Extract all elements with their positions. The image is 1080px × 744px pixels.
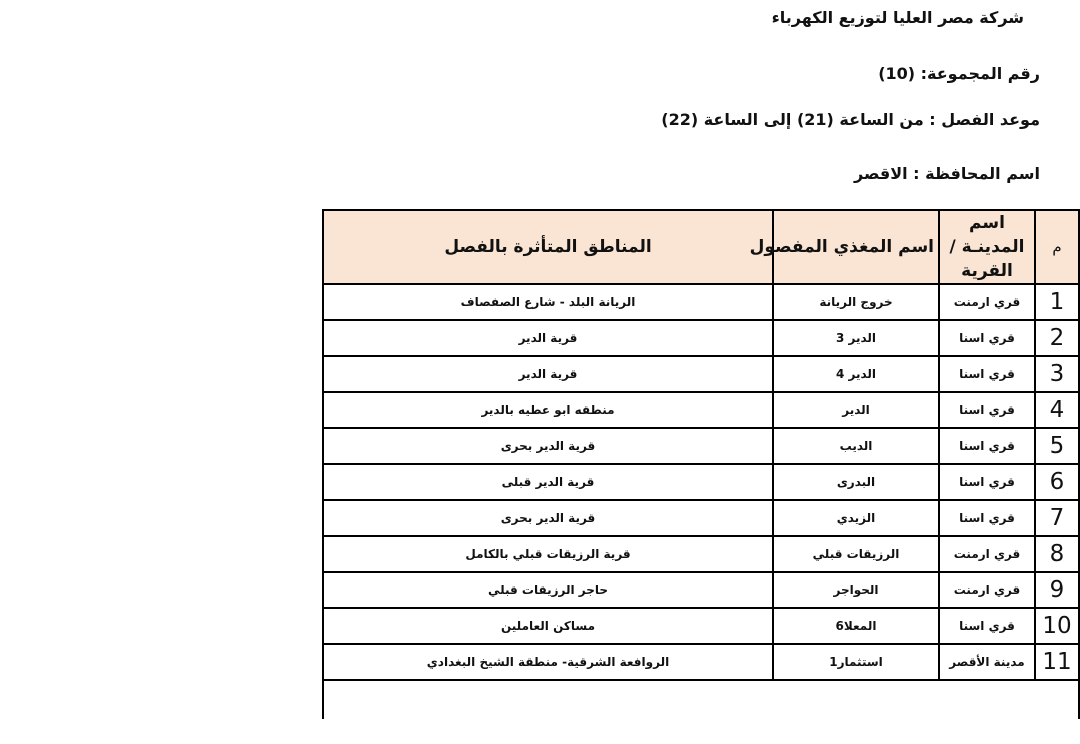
table-row <box>323 644 1079 680</box>
row-feeder: الرزيقات قبلي <box>773 536 939 572</box>
table-row <box>323 284 1079 320</box>
row-number: 5 <box>1035 428 1079 464</box>
row-number: 2 <box>1035 320 1079 356</box>
row-number: 7 <box>1035 500 1079 536</box>
row-number: 11 <box>1035 644 1079 680</box>
row-feeder: البدرى <box>773 464 939 500</box>
row-city: قري ارمنت <box>939 536 1035 572</box>
table-row <box>323 428 1079 464</box>
row-number: 9 <box>1035 572 1079 608</box>
table-row <box>323 356 1079 392</box>
table-row <box>323 572 1079 608</box>
row-feeder: المعلا6 <box>773 608 939 644</box>
row-feeder: خروج الريانة <box>773 284 939 320</box>
company-name: شركة مصر العليا لتوزيع الكهرباء <box>771 8 1024 27</box>
row-city: قري اسنا <box>939 320 1035 356</box>
row-city: قري اسنا <box>939 608 1035 644</box>
table-row <box>323 500 1079 536</box>
row-city: قري اسنا <box>939 500 1035 536</box>
row-areas: قرية الدير قبلى <box>323 464 773 500</box>
table-row-empty <box>323 680 1079 719</box>
row-city: قري اسنا <box>939 356 1035 392</box>
column-header-areas: المناطق المتأثرة بالفصل <box>323 210 773 284</box>
row-areas: حاجر الرزيقات قبلي <box>323 572 773 608</box>
row-number: 4 <box>1035 392 1079 428</box>
cut-time: موعد الفصل : من الساعة (21) إلى الساعة (22) <box>661 110 1040 129</box>
row-number: 1 <box>1035 284 1079 320</box>
row-areas: الريانة البلد - شارع الصفصاف <box>323 284 773 320</box>
column-header-city: اسم المدينـة / القرية <box>939 210 1035 284</box>
row-city: قري اسنا <box>939 392 1035 428</box>
row-feeder: الحواجر <box>773 572 939 608</box>
row-feeder: الدير 3 <box>773 320 939 356</box>
row-number: 6 <box>1035 464 1079 500</box>
outage-schedule-table <box>322 209 1080 719</box>
row-number: 3 <box>1035 356 1079 392</box>
row-city: قري ارمنت <box>939 284 1035 320</box>
row-feeder: الدير <box>773 392 939 428</box>
row-areas: قرية الرزيقات قبلي بالكامل <box>323 536 773 572</box>
empty-cell <box>323 680 1079 719</box>
table-row <box>323 464 1079 500</box>
column-header-feeder: اسم المغذي المفصول <box>773 210 939 284</box>
row-city: قري اسنا <box>939 428 1035 464</box>
row-areas: قرية الدير <box>323 320 773 356</box>
table-row <box>323 392 1079 428</box>
row-number: 8 <box>1035 536 1079 572</box>
governorate: اسم المحافظة : الاقصر <box>854 164 1040 183</box>
row-city: قري اسنا <box>939 464 1035 500</box>
column-header-index: م <box>1035 210 1079 284</box>
table-header-row <box>323 210 1079 284</box>
row-feeder: الدير 4 <box>773 356 939 392</box>
table-row <box>323 320 1079 356</box>
row-feeder: الزيدي <box>773 500 939 536</box>
row-areas: منطقه ابو عطيه بالدير <box>323 392 773 428</box>
row-city: قري ارمنت <box>939 572 1035 608</box>
row-feeder: الديب <box>773 428 939 464</box>
row-areas: قرية الدير بحرى <box>323 500 773 536</box>
table-row <box>323 608 1079 644</box>
row-city: مدينة الأقصر <box>939 644 1035 680</box>
row-areas: الروافعة الشرقية- منطقة الشيخ البغدادي <box>323 644 773 680</box>
row-areas: قرية الدير بحرى <box>323 428 773 464</box>
row-number: 10 <box>1035 608 1079 644</box>
row-areas: مساكن العاملين <box>323 608 773 644</box>
row-feeder: استثمار1 <box>773 644 939 680</box>
row-areas: قرية الدير <box>323 356 773 392</box>
group-number: رقم المجموعة: (10) <box>878 64 1040 83</box>
table-row <box>323 536 1079 572</box>
